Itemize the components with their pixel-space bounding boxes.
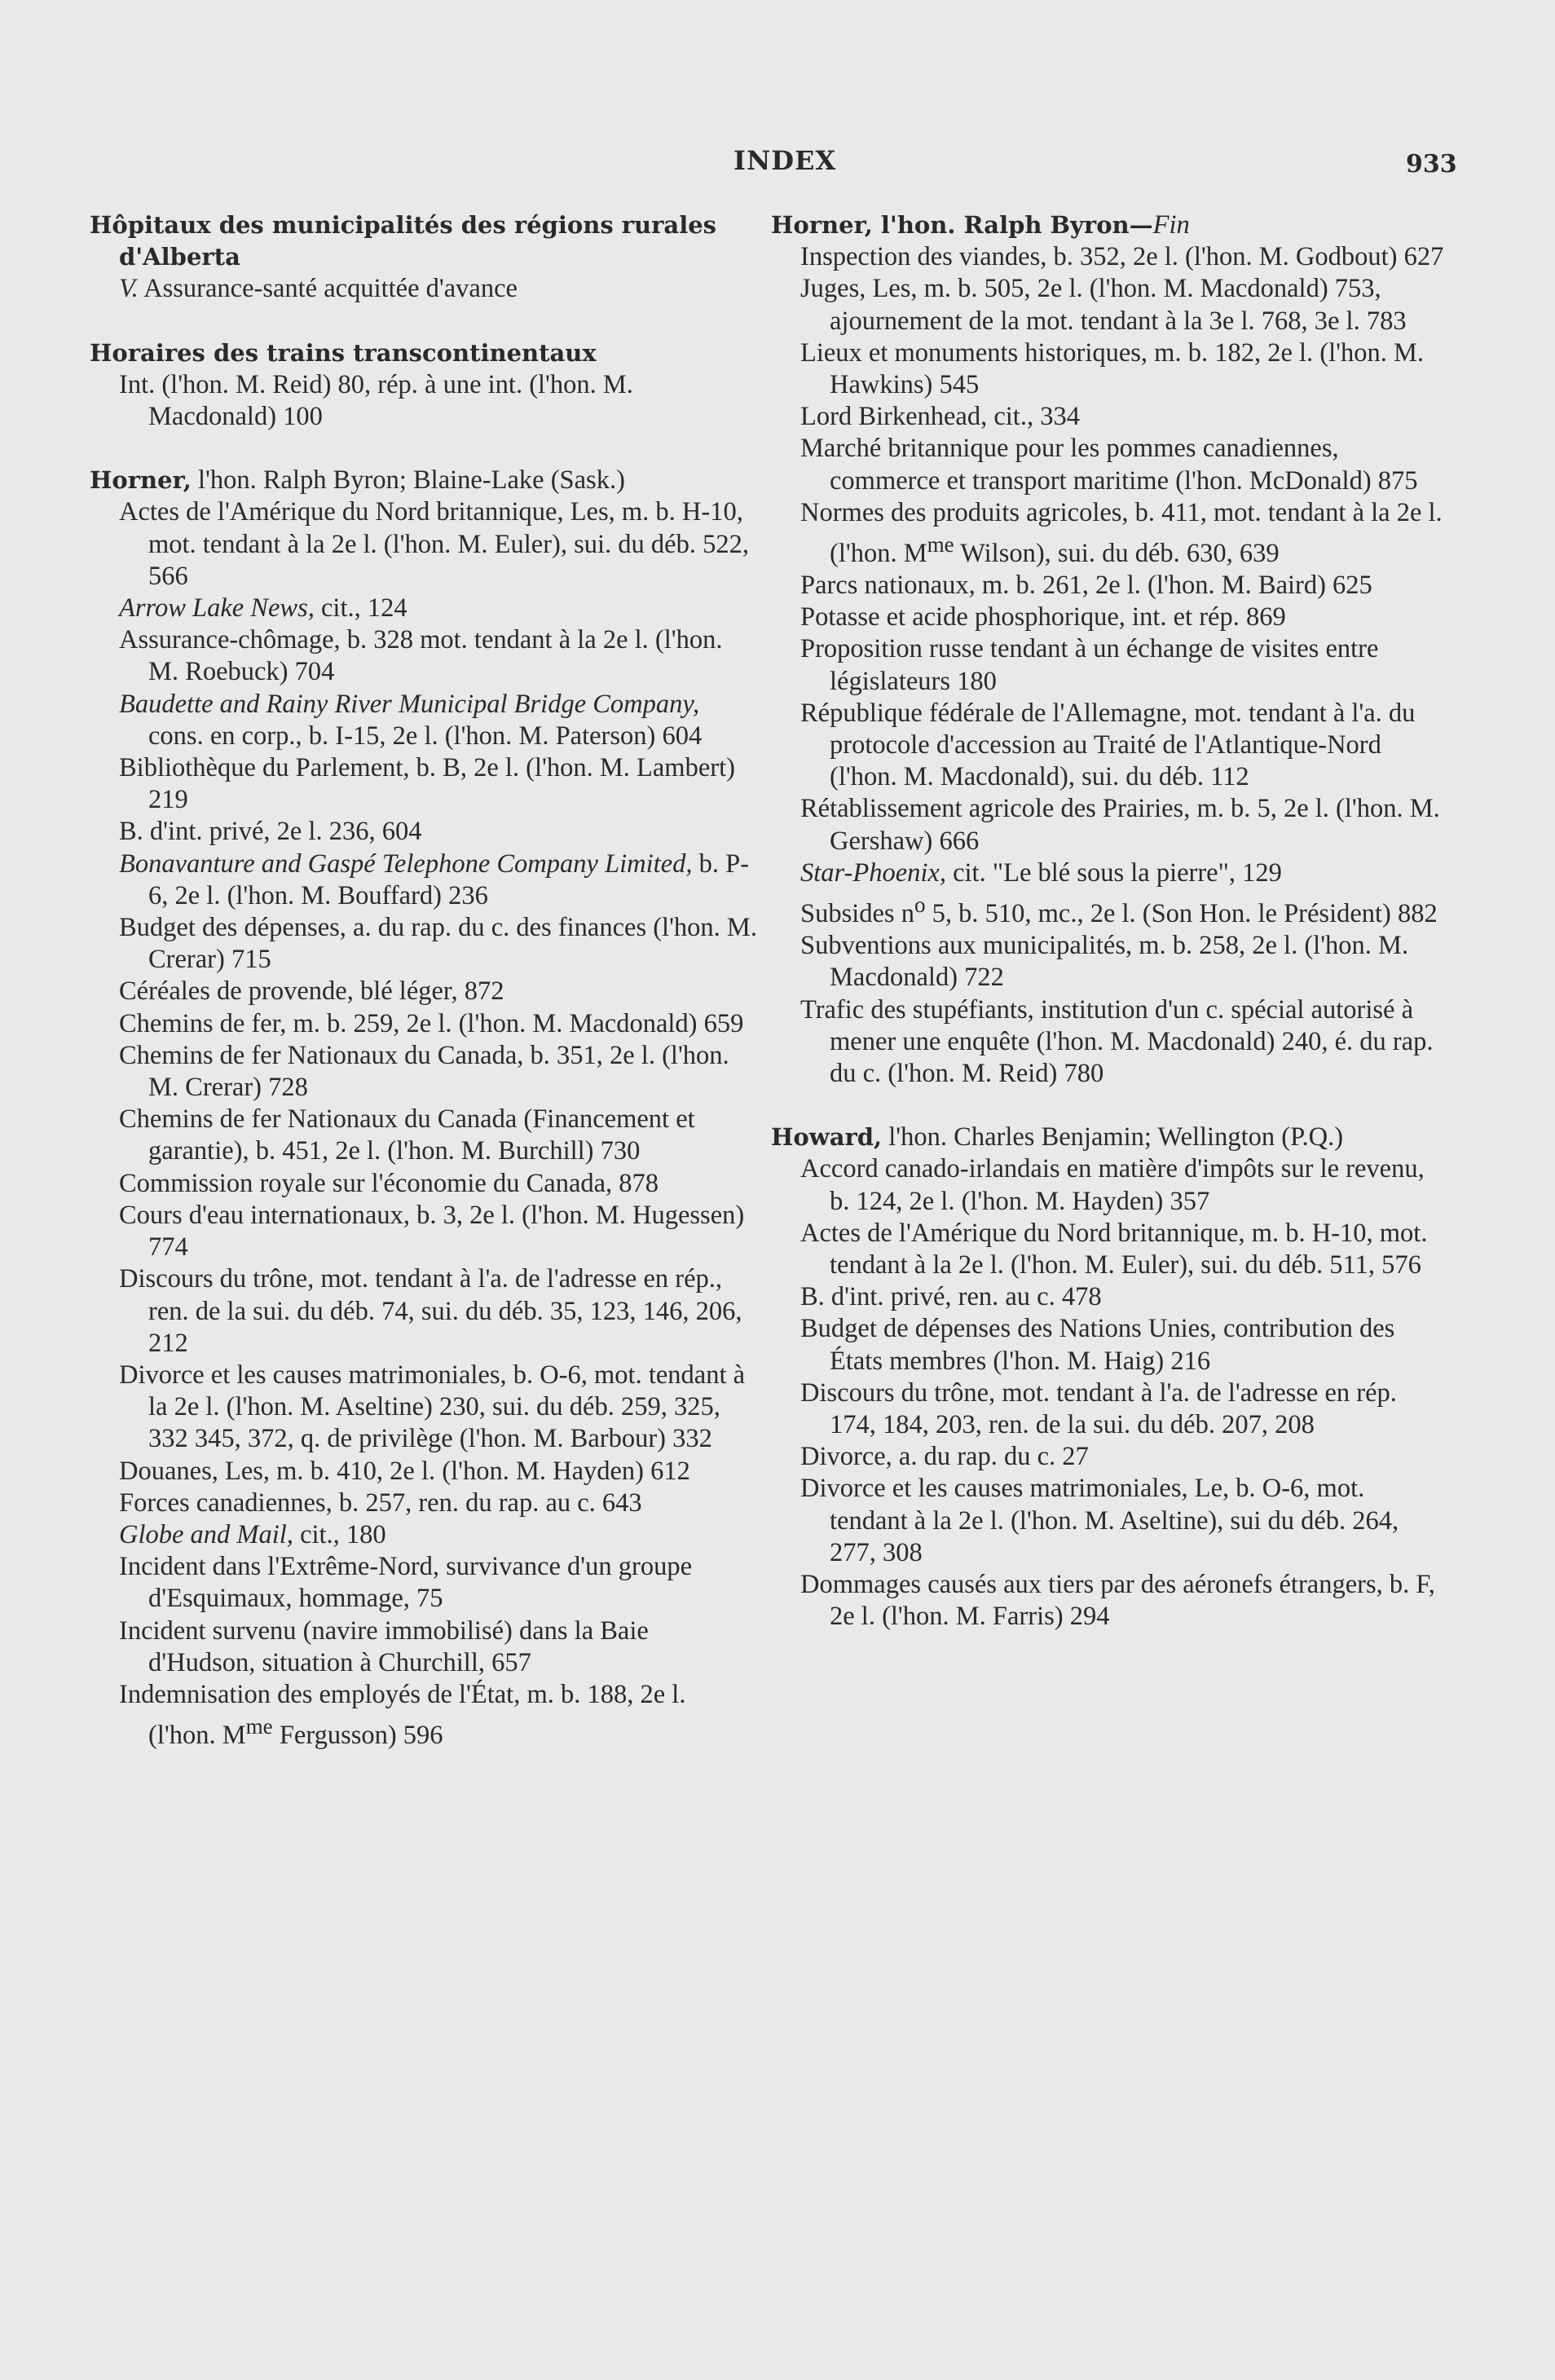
right-column xyxy=(771,209,1447,1633)
see-reference xyxy=(90,273,758,305)
index-subentry: Bibliothèque du Parlement, b. B, 2e l. (l'hon. M. Lambert) 219 xyxy=(119,753,735,815)
index-subentry xyxy=(90,1679,758,1752)
person-name: Howard, xyxy=(771,1123,883,1152)
index-subentry: Actes de l'Amérique du Nord britannique, Les, m. b. H-10, mot. tendant à la 2e l. (l'hon. M. Euler), sui. du déb. 522, 566 xyxy=(119,497,749,591)
index-subentry: Chemins de fer, m. b. 259, 2e l. (l'hon. M. Macdonald) 659 xyxy=(119,1008,744,1038)
index-subentry: Chemins de fer Nationaux du Canada (Financement et garantie), b. 451, 2e l. (l'hon. M. Burchill) 730 xyxy=(119,1104,695,1166)
index-subentry: Subventions aux municipalités, m. b. 258, 2e l. (l'hon. M. Macdonald) 722 xyxy=(800,931,1409,993)
index-subentry: Forces canadiennes, b. 257, ren. du rap. au c. 643 xyxy=(119,1488,642,1518)
index-person-heading xyxy=(771,1122,1447,1153)
index-subentry: Parcs nationaux, m. b. 261, 2e l. (l'hon. M. Baird) 625 xyxy=(800,571,1372,601)
index-subentry: Budget de dépenses des Nations Unies, contribution des États membres (l'hon. M. Haig) 216 xyxy=(800,1314,1395,1376)
index-subentry: Douanes, Les, m. b. 410, 2e l. (l'hon. M. Hayden) 612 xyxy=(119,1456,690,1486)
index-subentry: Potasse et acide phosphorique, int. et rép. 869 xyxy=(800,602,1286,632)
subentry-text: Indemnisation des employés de l'État, m. b. 188, 2e l. (l'hon. M xyxy=(119,1679,686,1750)
index-subentry: Proposition russe tendant à un échange de visites entre législateurs 180 xyxy=(800,634,1379,696)
index-subentry: Dommages causés aux tiers par des aéronefs étrangers, b. F, 2e l. (l'hon. M. Farris) 294 xyxy=(800,1569,1435,1632)
index-subentry xyxy=(771,497,1447,570)
person-name: Horner, xyxy=(90,466,192,495)
index-subentry: Divorce et les causes matrimoniales, Le, b. O-6, mot. tendant à la 2e l. (l'hon. M. Aseltine), sui du déb. 264, 277, 308 xyxy=(800,1474,1399,1567)
index-subentry: Rétablissement agricole des Prairies, m. b. 5, 2e l. (l'hon. M. Gershaw) 666 xyxy=(800,794,1440,856)
person-name: Horner, l'hon. Ralph Byron— xyxy=(771,211,1153,239)
index-subentry: Incident dans l'Extrême-Nord, survivance d'un groupe d'Esquimaux, hommage, 75 xyxy=(119,1552,693,1614)
index-subentry: Marché britannique pour les pommes canadiennes, commerce et transport maritime (l'hon. McDonald) 875 xyxy=(800,434,1418,496)
index-subentry: Int. (l'hon. M. Reid) 80, rép. à une int. (l'hon. M. Macdonald) 100 xyxy=(119,369,633,432)
index-subentry: Commission royale sur l'économie du Canada, 878 xyxy=(119,1168,659,1198)
index-subentry xyxy=(90,848,758,912)
subentry-text: Normes des produits agricoles, b. 411, mot. tendant à la 2e l. (l'hon. M xyxy=(800,497,1443,568)
page-number: 933 xyxy=(1406,150,1457,178)
index-subentry: Céréales de provende, blé léger, 872 xyxy=(119,976,504,1007)
person-description: l'hon. Charles Benjamin; Wellington (P.Q.) xyxy=(888,1122,1344,1153)
index-subentry: Divorce, a. du rap. du c. 27 xyxy=(800,1442,1089,1472)
index-subentry: Cours d'eau internationaux, b. 3, 2e l. (l'hon. M. Hugessen) 774 xyxy=(119,1200,745,1263)
index-subentry: Budget des dépenses, a. du rap. du c. des finances (l'hon. M. Crerar) 715 xyxy=(119,913,757,975)
index-subentry: Incident survenu (navire immobilisé) dans la Baie d'Hudson, situation à Churchill, 657 xyxy=(119,1615,649,1677)
index-subentry xyxy=(771,889,1447,930)
italic-title: Globe and Mail, xyxy=(119,1519,293,1549)
subentry-text: b. P-6, 2e l. (l'hon. M. Bouffard) 236 xyxy=(148,848,750,910)
index-subentry: Trafic des stupéfiants, institution d'un c. spécial autorisé à mener une enquête (l'hon. M. Macdonald) 240, é. du rap. du c. (l'hon. M. Reid) 780 xyxy=(800,994,1434,1088)
index-heading: Horaires des trains transcontinentaux xyxy=(90,338,597,367)
subentry-text: cit., 124 xyxy=(320,593,407,624)
see-text: Assurance-santé acquittée d'avance xyxy=(143,274,518,304)
person-description: l'hon. Ralph Byron; Blaine-Lake (Sask.) xyxy=(197,465,625,496)
subentry-text: cit., 180 xyxy=(300,1519,386,1549)
index-subentry: Lord Birkenhead, cit., 334 xyxy=(800,402,1080,432)
index-subentry: Actes de l'Amérique du Nord britannique, m. b. H-10, mot. tendant à la 2e l. (l'hon. M. Euler), sui. du déb. 511, 576 xyxy=(800,1218,1428,1280)
index-subentry: B. d'int. privé, 2e l. 236, 604 xyxy=(119,817,422,847)
subentry-text: Subsides n xyxy=(800,898,914,928)
superscript: me xyxy=(927,532,954,558)
italic-title: Baudette and Rainy River Municipal Bridge Company, xyxy=(119,689,700,719)
italic-title: Star-Phoenix, xyxy=(800,857,946,888)
index-subentry: Lieux et monuments historiques, m. b. 182, 2e l. (l'hon. M. Hawkins) 545 xyxy=(800,337,1425,400)
superscript: o xyxy=(914,892,926,918)
index-subentry xyxy=(771,857,1447,889)
subentry-text: Fergusson) 596 xyxy=(272,1720,443,1750)
index-subentry: Discours du trône, mot. tendant à l'a. de l'adresse en rép., ren. de la sui. du déb. 74, sui. du déb. 35, 123, 146, 206, 212 xyxy=(119,1264,742,1358)
index-person-heading xyxy=(90,465,758,496)
index-subentry xyxy=(90,593,758,624)
left-column xyxy=(90,209,758,1752)
italic-title: Bonavanture and Gaspé Telephone Company Limited, xyxy=(119,848,693,879)
subentry-text: Wilson), sui. du déb. 630, 639 xyxy=(954,538,1280,568)
index-subentry: Assurance-chômage, b. 328 mot. tendant à la 2e l. (l'hon. M. Roebuck) 704 xyxy=(119,625,723,687)
see-prefix: V. xyxy=(119,274,139,304)
index-subentry: Accord canado-irlandais en matière d'impôts sur le revenu, b. 124, 2e l. (l'hon. M. Hayden) 357 xyxy=(800,1154,1425,1216)
index-subentry xyxy=(90,689,758,752)
index-subentry: B. d'int. privé, ren. au c. 478 xyxy=(800,1282,1102,1312)
running-title: INDEX xyxy=(733,145,837,176)
index-subentry: Divorce et les causes matrimoniales, b. O-6, mot. tendant à la 2e l. (l'hon. M. Aseltine) 230, sui. du déb. 259, 325, 332 345, 372, q. de privilège (l'hon. M. Barbour) 332 xyxy=(119,1360,746,1454)
index-subentry: Discours du trône, mot. tendant à l'a. de l'adresse en rép. 174, 184, 203, ren. de la sui. du déb. 207, 208 xyxy=(800,1377,1397,1439)
index-heading: Hôpitaux des municipalités des régions rurales d'Alberta xyxy=(90,211,717,271)
subentry-text: cit. "Le blé sous la pierre", 129 xyxy=(953,857,1282,888)
index-subentry: Inspection des viandes, b. 352, 2e l. (l'hon. M. Godbout) 627 xyxy=(800,242,1444,272)
italic-title: Arrow Lake News, xyxy=(119,593,315,624)
continued-heading xyxy=(771,209,1447,241)
index-subentry: Juges, Les, m. b. 505, 2e l. (l'hon. M. Macdonald) 753, ajournement de la mot. tendant à la 3e l. 768, 3e l. 783 xyxy=(800,274,1407,336)
subentry-text: 5, b. 510, mc., 2e l. (Son Hon. le Président) 882 xyxy=(925,898,1438,928)
running-head xyxy=(0,145,1555,186)
index-subentry: République fédérale de l'Allemagne, mot. tendant à l'a. du protocole d'accession au Traité de l'Atlantique-Nord (l'hon. M. Macdonald), sui. du déb. 112 xyxy=(800,698,1416,792)
fin-label: Fin xyxy=(1152,210,1190,240)
subentry-text: cons. en corp., b. I-15, 2e l. (l'hon. M. Paterson) 604 xyxy=(148,721,703,751)
index-subentry: Chemins de fer Nationaux du Canada, b. 351, 2e l. (l'hon. M. Crerar) 728 xyxy=(119,1040,729,1103)
superscript: me xyxy=(245,1714,273,1739)
index-subentry xyxy=(90,1519,758,1551)
